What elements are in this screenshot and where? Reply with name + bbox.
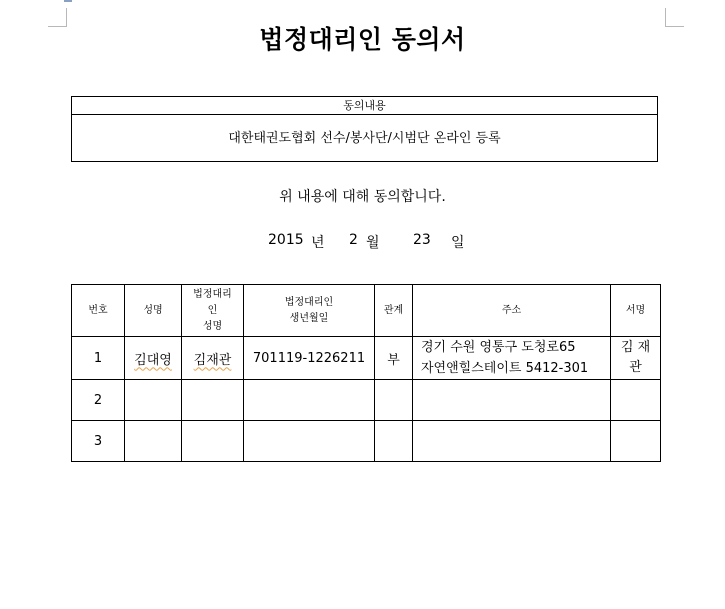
table-row [72,380,661,421]
cell-rep-birth [244,421,375,462]
header-address: 주소 [413,285,611,337]
cell-address [413,337,611,380]
date-day: 23 [413,232,431,248]
header-rep-birth-line1: 법정대리인 [284,296,334,308]
cell-name [125,337,182,380]
cell-name [125,421,182,462]
cell-name-text: 김대영 [134,352,172,368]
consent-content-header: 동의내용 [72,97,657,115]
cell-signature [611,421,661,462]
date-month: 2 [349,232,358,248]
date-year-unit: 년 [311,235,325,251]
cell-signature-line2: 관 [629,360,642,375]
table-header-row [72,285,661,337]
page-top-marker [64,0,72,2]
cell-rep-name [182,380,244,421]
header-rep-name-line1: 법정대리 [193,288,232,300]
cell-name [125,380,182,421]
date-year: 2015 [268,232,304,248]
cell-address [413,421,611,462]
header-number: 번호 [72,285,125,337]
cell-rep-birth [244,380,375,421]
cell-relation [375,380,413,421]
header-rep-name-line2: 인 [207,304,218,316]
header-relation: 관계 [375,285,413,337]
header-rep-name [182,285,244,337]
date-month-unit: 월 [366,235,380,251]
header-rep-name-line3: 성명 [202,320,223,332]
consent-content-box [71,96,658,162]
representative-table [71,284,661,462]
cell-rep-name [182,421,244,462]
cell-number: 1 [72,337,125,380]
header-name: 성명 [125,285,182,337]
cell-signature [611,380,661,421]
agreement-statement: 위 내용에 대해 동의합니다. [279,189,446,205]
cell-number: 3 [72,421,125,462]
cell-number: 2 [72,380,125,421]
date-day-unit: 일 [451,235,465,251]
table-row [72,421,661,462]
consent-content-body: 대한태권도협회 선수/봉사단/시범단 온라인 등록 [228,131,501,146]
cell-address-line1: 경기 수원 영통구 도청로65 [421,340,576,355]
cell-address [413,380,611,421]
header-signature: 서명 [611,285,661,337]
table-row [72,337,661,380]
header-rep-birth-line2: 생년월일 [289,312,329,324]
cell-signature-line1: 김 재 [620,340,651,355]
cell-rep-name [182,337,244,380]
cell-relation [375,421,413,462]
cell-relation: 부 [375,337,413,380]
cell-rep-name-text: 김재관 [193,352,232,368]
header-rep-birth [244,285,375,337]
cell-signature [611,337,661,380]
cell-address-line2: 자연앤힐스테이트 5412-301 [421,361,589,376]
document-title: 법정대리인 동의서 [259,25,466,54]
cell-rep-birth: 701119-1226211 [244,337,375,380]
